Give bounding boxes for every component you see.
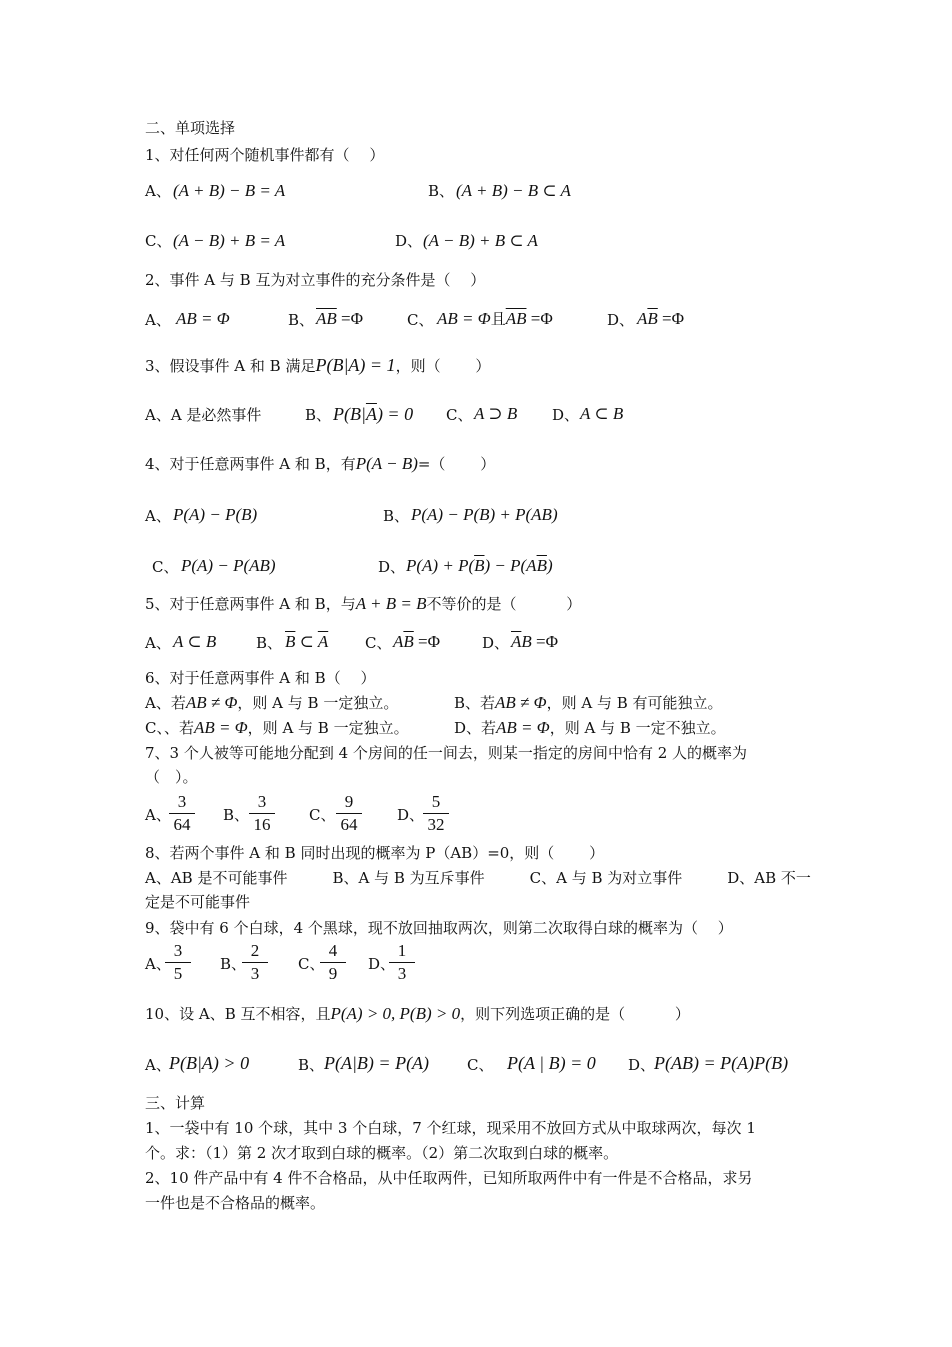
q3-option-c-expr: A ⊃ B <box>474 404 518 423</box>
q1-option-d-label: D、 <box>395 232 423 250</box>
q7-option-b-label: B、 <box>223 806 250 824</box>
section-title: 二、单项选择 <box>145 119 236 137</box>
question-9-stem: 9、袋中有 6 个白球，4 个黑球，现不放回抽取两次，则第二次取得白球的概率为（ ） <box>145 919 733 937</box>
q10-option-a-label: A、 <box>145 1056 171 1074</box>
q5-option-d-expr: $\overline{A}B =\Phi$ <box>511 632 559 651</box>
q1-option-c-label: C、 <box>145 232 172 250</box>
q10-option-a-expr: P(B|A) > 0 <box>169 1053 250 1073</box>
q1-option-c-expr: (A − B) + B = A <box>173 231 286 250</box>
q8-options-cont: 定是不可能事件 <box>145 893 251 911</box>
q2-option-c-expr: AB = Φ且$\overline{AB} =\Phi$ <box>437 309 553 328</box>
calc-problem-2-line2: 一件也是不合格品的概率。 <box>145 1194 326 1212</box>
calc-problem-2-line1: 2、10 件产品中有 4 件不合格品，从中任取两件，已知所取两件中有一件是不合格品，求另 <box>145 1169 753 1187</box>
q2-option-a-label: A、 <box>145 311 171 329</box>
q2-option-c-label: C、 <box>407 311 434 329</box>
q4-option-a-expr: P(A) − P(B) <box>173 505 258 524</box>
q7-option-b-fraction: $\frac{3}{16}$ <box>249 792 275 835</box>
q9-option-d-label: D、 <box>368 955 396 973</box>
q5-option-b-expr: $\overline{B}$ ⊂ $\overline{A}$ <box>285 632 329 651</box>
q3-option-a: A、A 是必然事件 <box>145 406 262 424</box>
question-7-stem-line2: （ ）。 <box>145 768 198 786</box>
q10-option-c-label: C、 <box>467 1056 494 1074</box>
q1-option-a-label: A、 <box>145 182 171 200</box>
section-3-title: 三、计算 <box>145 1094 206 1112</box>
q4-option-a-label: A、 <box>145 507 171 525</box>
q4-option-c-label: C、 <box>152 558 179 576</box>
q5-option-c-expr: $A\overline{B} =\Phi$ <box>393 632 441 651</box>
question-10-stem: 10、设 A、B 互不相容，且P(A) > 0, P(B) > 0，则下列选项正确的是（ ） <box>145 1004 690 1023</box>
q9-option-c-fraction: $\frac{4}{9}$ <box>320 941 346 984</box>
q2-option-d-expr: $A\overline{B} =\Phi$ <box>637 309 685 328</box>
question-1-stem: 1、对任何两个随机事件都有（ ） <box>145 146 385 164</box>
q7-option-d-label: D、 <box>397 806 425 824</box>
question-6-stem: 6、对于任意两事件 A 和 B（ ） <box>145 669 376 687</box>
q6-option-d: D、若AB = Φ，则 A 与 B 一定不独立。 <box>454 718 726 737</box>
q9-option-b-label: B、 <box>220 955 247 973</box>
q3-option-b-expr: $P(B|\overline{A}) = 0$ <box>333 404 414 424</box>
question-2-stem: 2、事件 A 与 B 互为对立事件的充分条件是（ ） <box>145 271 486 289</box>
q10-option-b-expr: P(A|B) = P(A) <box>324 1053 430 1073</box>
q1-option-b-expr: (A + B) − B ⊂ A <box>456 181 571 200</box>
q9-option-a-fraction: $\frac{3}{5}$ <box>165 941 191 984</box>
calc-problem-1-line2: 个。求：（1）第 2 次才取到白球的概率。（2）第二次取到白球的概率。 <box>145 1144 619 1162</box>
question-3-stem: 3、假设事件 A 和 B 满足P(B|A) = 1，则（ ） <box>145 355 491 375</box>
q6-option-b: B、若AB ≠ Φ，则 A 与 B 有可能独立。 <box>454 693 723 712</box>
q10-option-d-expr: P(AB) = P(A)P(B) <box>654 1053 789 1073</box>
q8-options: A、AB 是不可能事件 B、A 与 B 为互斥事件 C、A 与 B 为对立事件 D、AB 不一 <box>145 869 811 887</box>
q2-option-a-expr: AB = Φ <box>176 309 230 328</box>
q4-option-d-expr: $P(A) + P(\overline{B}) - P(A\overline{B})$ <box>406 556 553 575</box>
q1-option-b-label: B、 <box>428 182 455 200</box>
q5-option-a-expr: A ⊂ B <box>173 632 217 651</box>
q2-option-b-expr: $\overline{AB} =\Phi$ <box>316 309 364 328</box>
q3-option-d-label: D、 <box>552 406 580 424</box>
question-4-stem: 4、对于任意两事件 A 和 B，有P(A − B)=（ ） <box>145 454 496 473</box>
q2-option-d-label: D、 <box>607 311 635 329</box>
question-5-stem: 5、对于任意两事件 A 和 B，与A + B = B不等价的是（ ） <box>145 594 582 613</box>
q4-option-b-label: B、 <box>383 507 410 525</box>
q5-option-d-label: D、 <box>482 634 510 652</box>
q10-option-c-expr: P(A | B) = 0 <box>507 1053 596 1073</box>
q3-option-d-expr: A ⊂ B <box>580 404 624 423</box>
q5-option-b-label: B、 <box>256 634 283 652</box>
q9-option-d-fraction: $\frac{1}{3}$ <box>389 941 415 984</box>
q1-option-d-expr: (A − B) + B ⊂ A <box>423 231 538 250</box>
q10-option-b-label: B、 <box>298 1056 325 1074</box>
q5-option-c-label: C、 <box>365 634 392 652</box>
q6-option-a: A、若AB ≠ Φ，则 A 与 B 一定独立。 <box>145 693 399 712</box>
q10-option-d-label: D、 <box>628 1056 656 1074</box>
question-7-stem-line1: 7、3 个人被等可能地分配到 4 个房间的任一间去，则某一指定的房间中恰有 2 人的概率为 <box>145 744 748 762</box>
q7-option-a-label: A、 <box>145 806 171 824</box>
q7-option-a-fraction: $\frac{3}{64}$ <box>169 792 195 835</box>
q4-option-c-expr: P(A) − P(AB) <box>181 556 276 575</box>
q9-option-b-fraction: $\frac{2}{3}$ <box>242 941 268 984</box>
q7-option-d-fraction: $\frac{5}{32}$ <box>423 792 449 835</box>
calc-problem-1-line1: 1、一袋中有 10 个球，其中 3 个白球，7 个红球，现采用不放回方式从中取球两次，每次 1 <box>145 1119 756 1137</box>
q5-option-a-label: A、 <box>145 634 171 652</box>
q4-option-b-expr: P(A) − P(B) + P(AB) <box>411 505 558 524</box>
q4-option-d-label: D、 <box>378 558 406 576</box>
q2-option-b-label: B、 <box>288 311 315 329</box>
q9-option-c-label: C、 <box>298 955 325 973</box>
q9-option-a-label: A、 <box>145 955 171 973</box>
q3-option-b-label: B、 <box>305 406 332 424</box>
q3-option-c-label: C、 <box>446 406 473 424</box>
q1-option-a-expr: (A + B) − B = A <box>173 181 286 200</box>
q7-option-c-label: C、 <box>309 806 336 824</box>
question-8-stem: 8、若两个事件 A 和 B 同时出现的概率为 P（AB）=0，则（ ） <box>145 844 605 862</box>
q6-option-c: C、、若AB = Φ，则 A 与 B 一定独立。 <box>145 718 409 737</box>
q7-option-c-fraction: $\frac{9}{64}$ <box>336 792 362 835</box>
